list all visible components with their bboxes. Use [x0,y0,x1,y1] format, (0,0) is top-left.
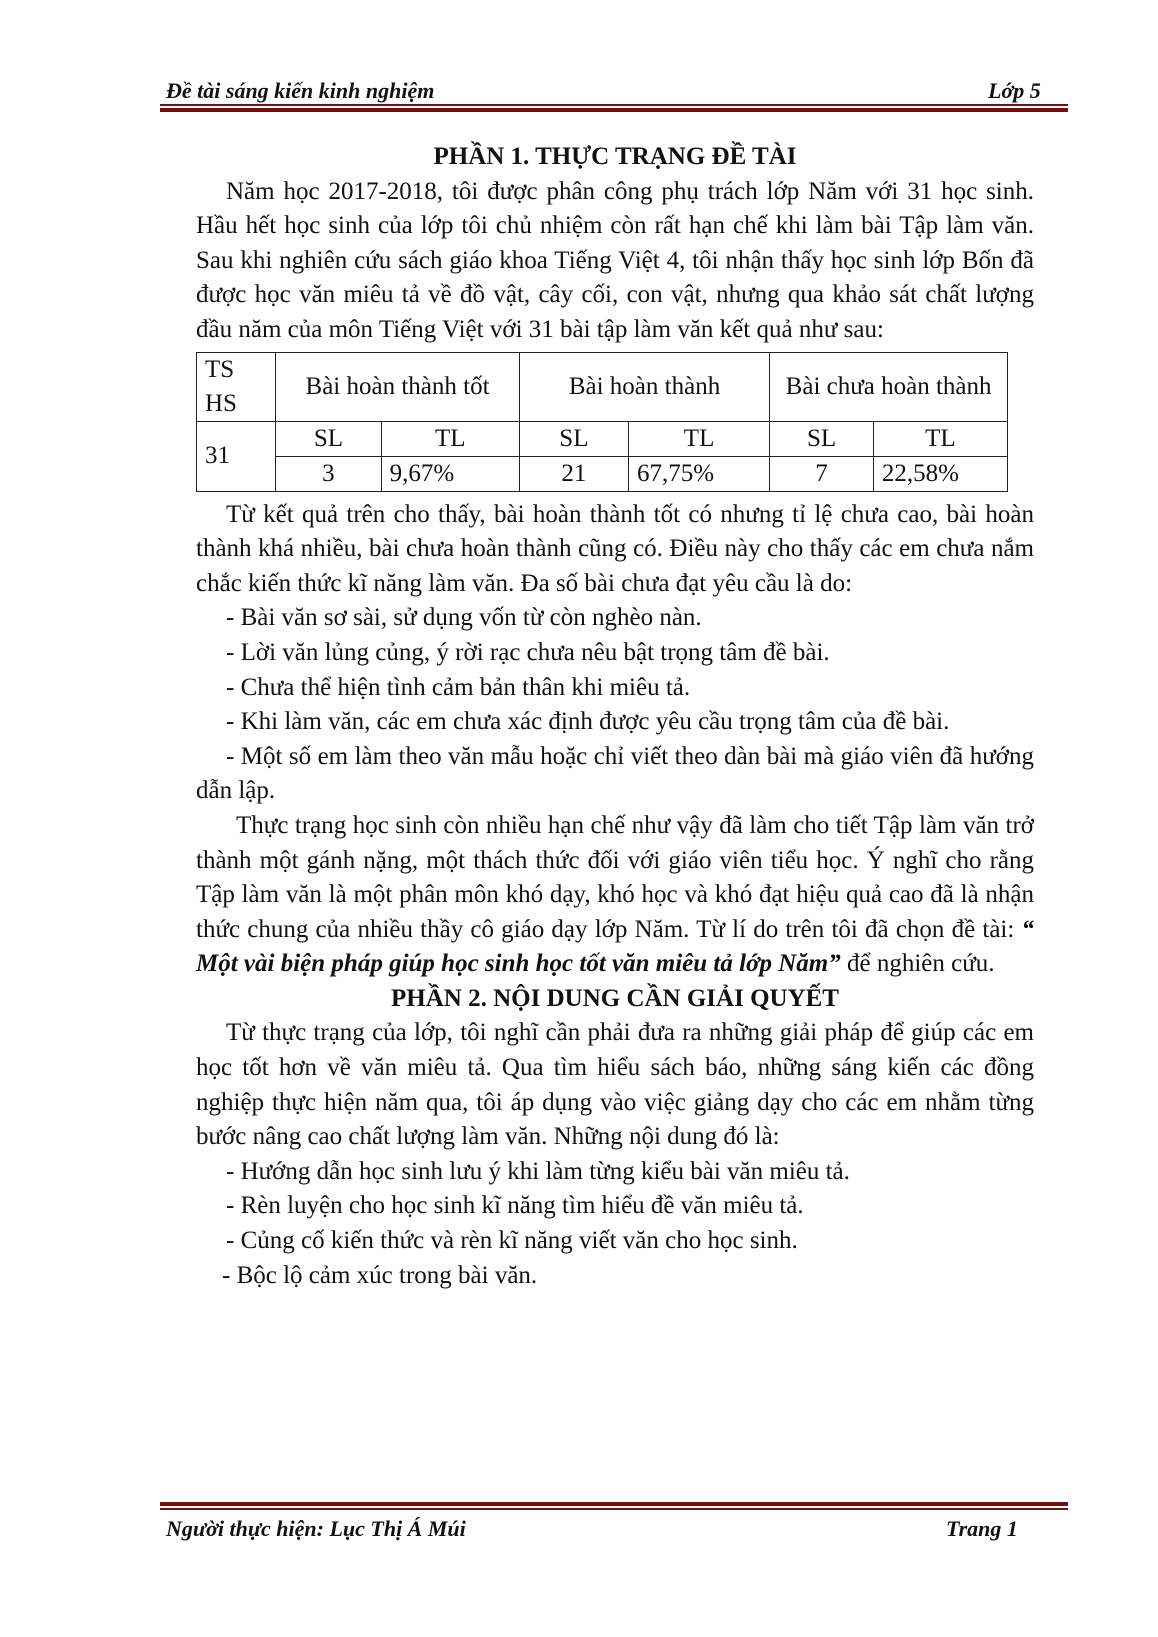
table-cell: 21 [519,456,628,491]
part1-analysis: Từ kết quả trên cho thấy, bài hoàn thành tốt có nhưng tỉ lệ chưa cao, bài hoàn thành khá nhiều, bài chưa hoàn thành cũng có. Điều này cho thấy các em chưa nắm chắc kiến thức kĩ năng làm văn. Đa số bài chưa đạt yêu cầu là do: [196,500,1034,597]
part1-bullet: - Lời văn lủng củng, ý rời rạc chưa nêu bật trọng tâm đề bài. [226,638,830,666]
part1-bullet: - Một số em làm theo văn mẫu hoặc chỉ viết theo dàn bài mà giáo viên đã hướng dẫn lập. [196,742,1034,805]
part2-bullet: - Bộc lộ cảm xúc trong bài văn. [222,1261,538,1289]
header-grade: Lớp 5 [988,78,1041,103]
table-cell: 22,58% [873,456,1007,491]
header-divider [160,104,1068,112]
part1-bullet: - Khi làm văn, các em chưa xác định được yêu cầu trọng tâm của đề bài. [226,708,950,736]
table-cell: 3 [276,456,381,491]
table-row [197,456,1008,491]
table-header-col: Bài chưa hoàn thành [770,352,1008,421]
footer-page-number: Trang 1 [946,1516,1018,1541]
conclusion-end: để nghiên cứu. [840,950,995,978]
table-subheader: TL [628,421,769,456]
part2-bullet: - Rèn luyện cho học sinh kĩ năng tìm hiểu đề văn miêu tả. [226,1192,804,1220]
part2-bullet: - Hướng dẫn học sinh lưu ý khi làm từng kiểu bài văn miêu tả. [226,1157,850,1185]
part1-conclusion [196,809,1034,982]
footer-divider [160,1502,1068,1510]
table-total-cell: 31 [197,421,276,491]
part2-title: PHẦN 2. NỘI DUNG CẦN GIẢI QUYẾT [391,984,839,1012]
part1-bullet: - Chưa thể hiện tình cảm bản thân khi miêu tả. [226,673,691,701]
conclusion-text: Thực trạng học sinh còn nhiều hạn chế như vậy đã làm cho tiết Tập làm văn trở thành một gánh nặng, một thách thức đối với giáo viên tiểu học. Ý nghĩ cho rằng Tập làm văn là một phân môn khó dạy, khó học và khó đạt hiệu quả cao đã là nhận thức chung của nhiều thầy cô giáo dạy lớp Năm. Từ lí do trên tôi đã chọn đề tài: [196,811,1034,943]
table-subheader-row [197,421,1008,456]
part1-bullet: - Bài văn sơ sài, sử dụng vốn từ còn nghèo nàn. [226,604,702,632]
header-title: Đề tài sáng kiến kinh nghiệm [166,78,435,103]
part1-title: PHẦN 1. THỰC TRẠNG ĐỀ TÀI [433,143,797,170]
table-subheader: SL [519,421,628,456]
table-cell: 9,67% [381,456,519,491]
table-header-row [197,352,1008,421]
topic-title: “ Một vài biện pháp giúp học sinh học tốt văn miêu tả lớp Năm” [196,915,1034,978]
part1-intro: Năm học 2017-2018, tôi được phân công phụ trách lớp Năm với 31 học sinh. Hầu hết học sinh của lớp tôi chủ nhiệm còn rất hạn chế khi làm bài Tập làm văn. Sau khi nghiên cứu sách giáo khoa Tiếng Việt 4, tôi nhận thấy học sinh lớp Bốn đã được học văn miêu tả về đồ vật, cây cối, con vật, nhưng qua khảo sát chất lượng đầu năm của môn Tiếng Việt với 31 bài tập làm văn kết quả như sau: [196,177,1034,343]
table-subheader: TL [381,421,519,456]
table-header-total: TS HS [197,352,276,421]
table-subheader: TL [873,421,1007,456]
results-table [196,352,1008,492]
table-header-col: Bài hoàn thành tốt [276,352,520,421]
table-cell: 7 [770,456,874,491]
footer-author: Người thực hiện: Lục Thị Á Múi [166,1516,466,1541]
table-cell: 67,75% [628,456,769,491]
part2-bullet: - Củng cố kiến thức và rèn kĩ năng viết văn cho học sinh. [226,1227,798,1255]
part2-intro: Từ thực trạng của lớp, tôi nghĩ cần phải đưa ra những giải pháp để giúp các em học tốt hơn về văn miêu tả. Qua tìm hiểu sách báo, những sáng kiến các đồng nghiệp thực hiện năm qua, tôi áp dụng vào việc giảng dạy cho các em nhằm từng bước nâng cao chất lượng làm văn. Những nội dung đó là: [196,1019,1034,1151]
document-body [196,140,1034,1293]
table-subheader: SL [770,421,874,456]
table-subheader: SL [276,421,381,456]
table-header-col: Bài hoàn thành [519,352,769,421]
